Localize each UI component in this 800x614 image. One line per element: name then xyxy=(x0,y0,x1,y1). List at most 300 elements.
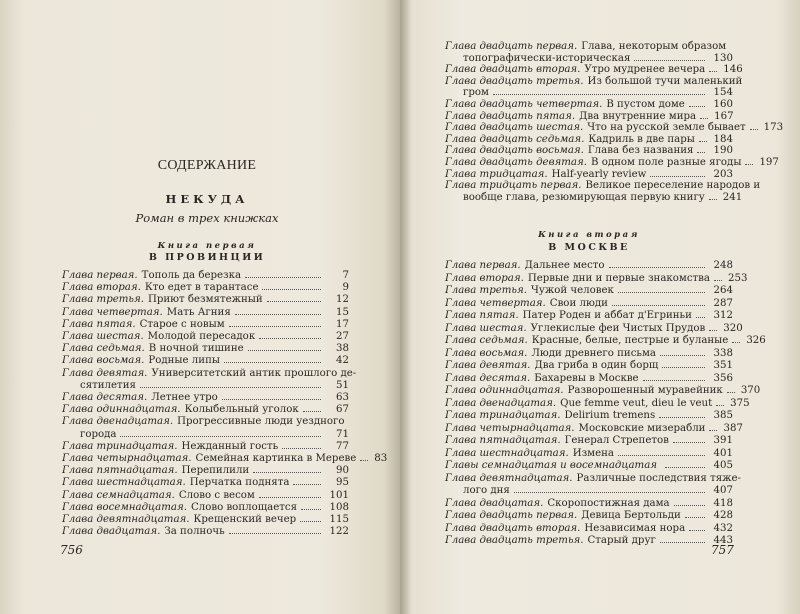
chapter-label: Глава двадцатая. xyxy=(62,526,161,538)
page-ref: 287 xyxy=(713,297,733,309)
dot-leader xyxy=(660,355,705,356)
dot-leader xyxy=(689,530,705,531)
toc-entry-line xyxy=(62,490,349,502)
toc-entry-line xyxy=(62,502,349,514)
page-ref: 184 xyxy=(713,133,733,145)
chapter-title: Скоропостижная дама xyxy=(547,497,670,509)
page-ref: 385 xyxy=(713,410,733,421)
chapter-label: Глава третья. xyxy=(62,294,144,306)
chapter-label: Глава восемнадцатая. xyxy=(62,501,187,513)
page-ref: 67 xyxy=(336,404,349,416)
toc-entry xyxy=(62,477,349,489)
toc-entry xyxy=(445,335,766,348)
toc-entry xyxy=(445,460,733,473)
chapter-title: Приют безмятежный xyxy=(147,294,263,306)
toc-entry-continuation xyxy=(445,53,733,65)
chapter-label: Глава восьмая. xyxy=(62,355,145,367)
toc-entry xyxy=(445,285,733,298)
toc-entry-line xyxy=(62,282,349,294)
dot-leader xyxy=(660,542,705,543)
toc-entry xyxy=(445,410,733,423)
chapter-label: Глава восьмая. xyxy=(445,347,528,359)
chapter-label: Глава девятая. xyxy=(62,367,148,379)
toc-entry xyxy=(62,416,349,440)
dot-leader xyxy=(618,292,705,293)
toc-entry-line xyxy=(445,498,733,511)
chapter-label: Глава седьмая. xyxy=(445,335,528,346)
chapter-label: Глава одиннадцатая. xyxy=(445,385,564,396)
dot-leader xyxy=(301,509,321,510)
chapter-label: Глава двадцать третья. xyxy=(445,75,584,87)
dot-leader xyxy=(662,367,705,368)
chapter-label: Глава одиннадцатая. xyxy=(62,404,181,416)
toc-entry xyxy=(62,490,349,502)
chapter-title: Измена xyxy=(572,447,614,459)
toc-entry-line xyxy=(445,523,733,536)
chapter-title-continued: топографически-историческая xyxy=(463,52,631,64)
toc-entry xyxy=(445,41,733,64)
toc-entry xyxy=(62,441,349,453)
toc-entry-line xyxy=(62,270,349,282)
toc-entry-line xyxy=(445,535,733,548)
toc-entry-line xyxy=(445,64,743,76)
chapter-title: Глава, некоторым образом xyxy=(581,41,727,52)
chapter-title: Университетский антик прошлого де- xyxy=(151,367,357,379)
page-ref: 432 xyxy=(713,522,733,534)
page-ref: 407 xyxy=(713,485,733,496)
chapter-title-continued: лого дня xyxy=(463,485,510,496)
chapter-label: Глава двадцать шестая. xyxy=(445,122,584,134)
toc-entry xyxy=(62,282,349,294)
toc-entry xyxy=(445,422,743,436)
toc-list xyxy=(62,270,388,538)
chapter-title: Слово воплощается xyxy=(190,501,298,513)
page-number: 756 xyxy=(60,543,83,557)
chapter-title: Великое переселение народов и xyxy=(585,180,761,192)
book-label: Книга вторая xyxy=(538,230,640,240)
page-ref: 320 xyxy=(723,322,743,334)
contents-heading: СОДЕРЖАНИЕ xyxy=(157,158,257,173)
dot-leader xyxy=(732,342,740,343)
toc-entry-line xyxy=(445,360,733,373)
page-ref: 443 xyxy=(713,535,733,546)
chapter-title: Два внутренние мира xyxy=(579,110,697,122)
page-ref: 27 xyxy=(336,331,349,343)
toc-entry-line xyxy=(62,416,349,428)
toc-entry-line xyxy=(445,373,733,386)
toc-entry-line xyxy=(445,310,733,323)
chapter-label: Глава двадцать пятая. xyxy=(445,110,576,122)
chapter-title: Различные последствия тяже- xyxy=(576,472,742,484)
toc-entry xyxy=(445,310,733,323)
page-ref: 42 xyxy=(336,355,349,367)
toc-entry xyxy=(445,385,761,398)
toc-entry xyxy=(62,343,349,355)
toc-entry-line xyxy=(62,441,349,453)
chapter-title: Que femme veut, dieu le veut xyxy=(560,397,713,409)
chapter-title: Прогрессивные люди уездного xyxy=(177,416,345,428)
dot-leader xyxy=(714,280,722,281)
chapter-title: За полночь xyxy=(164,526,225,538)
toc-entry xyxy=(62,270,349,282)
book-title: В МОСКВЕ xyxy=(548,242,630,253)
chapter-title: Красные, белые, пестрые и буланые xyxy=(531,335,729,346)
page-ref: 95 xyxy=(336,477,349,489)
chapter-label: Глава вторая. xyxy=(445,272,524,284)
chapter-label: Глава десятая. xyxy=(445,372,531,384)
chapter-label: Глава тринадцатая. xyxy=(445,410,561,421)
toc-entry-line xyxy=(445,169,733,181)
dot-leader xyxy=(282,448,321,449)
chapter-label: Глава тридцатая. xyxy=(445,168,548,180)
dot-leader xyxy=(696,317,705,318)
page-ref: 83 xyxy=(374,453,388,465)
toc-entry-line xyxy=(62,465,349,477)
novel-title: НЕКУДА xyxy=(165,192,249,206)
dot-leader xyxy=(259,338,321,339)
chapter-label: Глава двадцать восьмая. xyxy=(445,145,584,157)
dot-leader xyxy=(700,118,708,119)
dot-leader xyxy=(609,267,705,268)
chapter-title: Дальнее место xyxy=(524,260,605,271)
chapter-title: Старое с новым xyxy=(139,318,225,330)
toc-entry xyxy=(445,75,743,99)
chapter-title: Чужой человек xyxy=(530,285,614,296)
toc-entry-continuation xyxy=(445,485,733,498)
chapter-label: Глава шестая. xyxy=(445,322,527,334)
toc-entry-line xyxy=(445,99,733,111)
page-ref: 12 xyxy=(336,294,349,306)
chapter-label: Глава тридцать первая. xyxy=(445,180,582,192)
toc-entry xyxy=(445,472,742,498)
toc-entry-line xyxy=(445,111,733,123)
toc-entry-line xyxy=(62,331,349,343)
dot-leader xyxy=(224,362,321,363)
chapter-title: Девица Бертольди xyxy=(581,510,681,521)
page-ref: 197 xyxy=(759,156,779,168)
chapter-title: Нежданный гость xyxy=(181,440,279,452)
page-ref: 405 xyxy=(713,460,733,471)
dot-leader xyxy=(716,405,724,406)
dot-leader xyxy=(262,289,321,290)
toc-entry-line xyxy=(445,285,733,298)
toc-list xyxy=(445,41,784,203)
right-page xyxy=(400,0,800,614)
chapter-title: Мать Агния xyxy=(166,306,231,318)
chapter-label: Глава двадцать четвертая. xyxy=(445,98,603,110)
chapter-label: Глава девятнадцатая. xyxy=(445,472,573,484)
dot-leader xyxy=(222,399,321,400)
toc-entry-line xyxy=(62,343,349,355)
toc-entry xyxy=(445,111,733,123)
dot-leader xyxy=(643,380,705,381)
chapter-title: Разворошенный муравейник xyxy=(567,385,723,396)
toc-list xyxy=(445,260,766,548)
toc-entry-line xyxy=(445,448,733,461)
page-ref: 418 xyxy=(713,497,733,509)
chapter-label: Глава десятая. xyxy=(62,392,148,404)
toc-entry-line xyxy=(445,422,743,436)
toc-entry xyxy=(445,298,733,311)
toc-entry-line xyxy=(445,322,743,336)
chapter-label: Глава шестнадцатая. xyxy=(445,447,569,459)
page-ref: 370 xyxy=(740,385,761,396)
toc-entry xyxy=(445,510,733,523)
page-ref: 63 xyxy=(336,392,349,404)
toc-entry xyxy=(445,156,779,169)
toc-entry xyxy=(445,99,733,111)
chapter-title: Из большой тучи маленький xyxy=(587,75,743,87)
toc-entry xyxy=(62,367,357,392)
page-ref: 351 xyxy=(713,360,733,371)
toc-entry xyxy=(445,322,743,336)
page-ref: 264 xyxy=(713,285,733,296)
toc-entry-line xyxy=(62,307,349,319)
toc-entry xyxy=(445,360,733,373)
dot-leader xyxy=(709,330,717,331)
chapter-title: Патер Роден и аббат д'Егриньи xyxy=(522,310,692,321)
chapter-title: Что на русской земле бывает xyxy=(587,122,746,134)
toc-entry-line xyxy=(445,435,733,448)
chapter-title: Delirium tremens xyxy=(564,410,656,421)
toc-entry-line xyxy=(445,348,733,361)
page-ref: 248 xyxy=(713,260,733,271)
chapter-title: Half-yearly review xyxy=(551,168,647,180)
chapter-title: Свои люди xyxy=(549,297,608,309)
chapter-label: Глава вторая. xyxy=(62,282,141,294)
dot-leader xyxy=(650,176,705,177)
page-ref: 356 xyxy=(713,372,733,384)
page-ref: 15 xyxy=(336,306,349,318)
toc-entry xyxy=(62,502,349,514)
page-ref: 122 xyxy=(329,526,349,538)
toc-entry-line xyxy=(62,404,349,416)
chapter-label: Глава двадцатая. xyxy=(445,497,544,509)
toc-entry-line xyxy=(445,180,761,192)
chapter-title: Глава без названия xyxy=(587,145,694,157)
dot-leader xyxy=(697,152,705,153)
toc-entry-line xyxy=(62,477,349,489)
dot-leader xyxy=(248,350,321,351)
toc-entry xyxy=(62,294,349,306)
dot-leader xyxy=(727,392,735,393)
toc-entry-line xyxy=(445,122,784,134)
novel-subtitle: Роман в трех книжках xyxy=(135,211,279,225)
chapter-label: Глава четвертая. xyxy=(62,306,163,318)
dot-leader xyxy=(699,141,707,142)
page-ref: 9 xyxy=(342,282,349,294)
toc-entry-line xyxy=(445,134,733,146)
dot-leader xyxy=(253,472,321,473)
toc-entry-line xyxy=(62,392,349,404)
chapter-title: Кто едет в тарантасе xyxy=(144,282,259,294)
toc-entry-line xyxy=(445,272,748,286)
chapter-label: Глава двадцать первая. xyxy=(445,41,578,52)
chapter-title: Перчатка поднята xyxy=(189,477,290,489)
page-number: 757 xyxy=(711,543,734,557)
chapter-label: Глава двадцать вторая. xyxy=(445,64,581,76)
dot-leader xyxy=(229,326,321,327)
toc-entry xyxy=(62,404,349,416)
page-ref: 190 xyxy=(713,145,733,157)
chapter-title: Перепилили xyxy=(181,465,250,477)
toc-entry xyxy=(445,523,733,536)
dot-leader xyxy=(493,94,705,95)
page-ref: 90 xyxy=(336,465,349,477)
chapter-label: Глава первая. xyxy=(445,260,521,271)
toc-entry xyxy=(445,448,733,461)
toc-entry-line xyxy=(445,335,766,348)
chapter-title: В пустом доме xyxy=(606,98,685,110)
toc-entry xyxy=(445,169,733,181)
chapter-title: Крещенский вечер xyxy=(193,514,297,526)
page-ref: 77 xyxy=(336,440,349,452)
dot-leader xyxy=(709,71,717,72)
dot-leader xyxy=(229,533,321,534)
toc-entry xyxy=(445,180,761,203)
chapter-title-continued: гром xyxy=(463,87,489,99)
toc-entry-continuation xyxy=(445,191,743,204)
toc-entry-continuation xyxy=(445,87,733,99)
toc-entry xyxy=(445,435,733,448)
toc-entry-line xyxy=(62,319,349,331)
chapter-title-continued: города xyxy=(80,428,117,440)
chapter-title: Два гриба в один борщ xyxy=(534,360,659,371)
book-title: В ПРОВИНЦИИ xyxy=(148,252,266,263)
toc-entry xyxy=(445,498,733,511)
toc-entry xyxy=(62,307,349,319)
chapter-title: Люди древнего письма xyxy=(531,347,656,359)
page-ref: 338 xyxy=(713,347,733,359)
dot-leader xyxy=(300,521,321,522)
dot-leader xyxy=(674,505,705,506)
toc-entry-line xyxy=(445,41,733,53)
chapter-title: Родные липы xyxy=(148,355,220,367)
toc-entry-line xyxy=(445,460,733,473)
chapter-label: Глава двадцать девятая. xyxy=(445,156,587,168)
page-ref: 146 xyxy=(723,64,743,76)
chapter-label: Глава девятнадцатая. xyxy=(62,514,190,526)
chapter-title: Колыбельный уголок xyxy=(184,404,299,416)
dot-leader xyxy=(235,314,321,315)
toc-entry xyxy=(445,373,733,386)
chapter-title: Первые дни и первые знакомства xyxy=(527,272,710,284)
toc-entry-line xyxy=(445,75,743,88)
toc-entry xyxy=(445,260,733,273)
page-ref: 71 xyxy=(336,428,349,440)
toc-entry xyxy=(62,392,349,404)
chapter-label: Глава пятнадцатая. xyxy=(445,435,561,446)
chapter-label: Глава двадцать третья. xyxy=(445,535,584,546)
page-ref: 115 xyxy=(329,514,349,526)
dot-leader xyxy=(673,442,705,443)
toc-entry xyxy=(445,145,733,157)
chapter-label: Глава пятая. xyxy=(445,310,519,321)
page-ref: 401 xyxy=(713,447,733,459)
book-label: Книга первая xyxy=(157,241,257,251)
dot-leader xyxy=(267,301,321,302)
page-ref: 312 xyxy=(713,310,733,321)
toc-entry-line xyxy=(62,453,388,465)
toc-entry xyxy=(62,514,349,526)
toc-entry-line xyxy=(62,526,349,538)
chapter-title: Слово с весом xyxy=(178,489,255,501)
page-ref: 253 xyxy=(727,272,748,284)
toc-entry-line xyxy=(445,385,761,398)
page-ref: 130 xyxy=(713,52,733,64)
chapter-title: Летнее утро xyxy=(151,392,218,404)
toc-entry xyxy=(62,526,349,538)
toc-entry xyxy=(445,64,743,76)
chapter-label: Глава седьмая. xyxy=(62,343,145,355)
page-ref: 167 xyxy=(714,110,734,122)
chapter-label: Глава двенадцатая. xyxy=(445,397,557,409)
chapter-title: Старый друг xyxy=(587,535,656,546)
page-ref: 160 xyxy=(713,98,733,110)
chapter-label: Глава двадцать первая. xyxy=(445,510,578,521)
chapter-title: Генерал Стрепетов xyxy=(564,435,669,446)
dot-leader xyxy=(618,455,705,456)
chapter-title: Семейная картинка в Мереве xyxy=(195,453,357,465)
chapter-label: Глава девятая. xyxy=(445,360,531,371)
toc-entry-line xyxy=(62,514,349,526)
chapter-title-continued: сятилетия xyxy=(80,379,136,391)
chapter-label: Глава тринадцатая. xyxy=(62,440,178,452)
dot-leader xyxy=(709,199,717,200)
chapter-label: Глава двадцать вторая. xyxy=(445,522,581,534)
page-ref: 101 xyxy=(329,489,349,501)
chapter-title: Московские мизерабли xyxy=(578,422,706,434)
dot-leader xyxy=(120,436,321,437)
dot-leader xyxy=(245,277,321,278)
dot-leader xyxy=(659,417,705,418)
dot-leader xyxy=(293,484,321,485)
dot-leader xyxy=(709,430,717,431)
dot-leader xyxy=(665,467,705,468)
page-ref: 173 xyxy=(763,122,784,134)
toc-entry-line xyxy=(62,367,357,380)
toc-entry xyxy=(62,465,349,477)
page-ref: 17 xyxy=(336,318,349,330)
page-ref: 51 xyxy=(336,379,349,391)
dot-leader xyxy=(685,517,705,518)
toc-entry-line xyxy=(62,294,349,306)
page-ref: 428 xyxy=(713,510,733,521)
dot-leader xyxy=(259,497,321,498)
page-ref: 7 xyxy=(342,270,349,281)
chapter-title: Утро мудренее вечера xyxy=(584,64,706,76)
page-ref: 387 xyxy=(723,422,743,434)
dot-leader xyxy=(745,164,753,165)
toc-entry xyxy=(445,348,733,361)
page-ref: 241 xyxy=(722,191,743,203)
chapter-label: Глава двенадцатая. xyxy=(62,416,174,428)
toc-entry xyxy=(445,122,784,134)
toc-entry xyxy=(62,355,349,367)
toc-entry-continuation xyxy=(62,429,349,441)
toc-entry-line xyxy=(445,510,733,523)
toc-entry xyxy=(445,134,733,146)
toc-entry-line xyxy=(445,397,750,411)
dot-leader xyxy=(303,411,321,412)
chapter-label: Глава семнадцатая. xyxy=(62,489,175,501)
toc-entry-continuation xyxy=(62,380,349,392)
toc-entry xyxy=(62,453,388,465)
dot-leader xyxy=(750,129,758,130)
toc-entry-line xyxy=(445,410,733,423)
chapter-label: Глава третья. xyxy=(445,285,527,296)
chapter-label: Глава первая. xyxy=(62,270,138,281)
